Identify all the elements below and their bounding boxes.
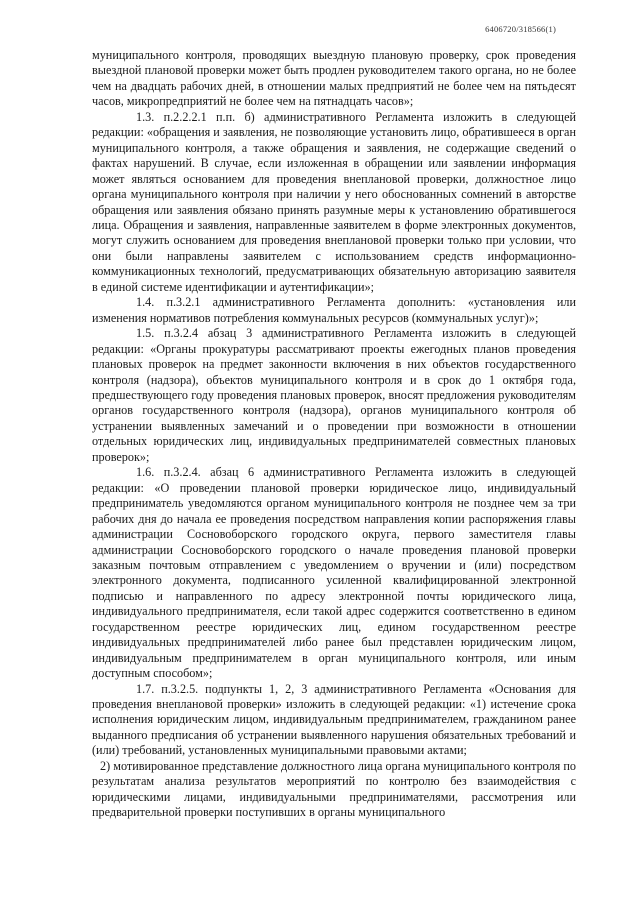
paragraph-1-4: 1.4. п.3.2.1 административного Регламента дополнить: «установления или изменения нормативов потребления коммунальных ресурсов (коммунальных услуг)»; — [92, 295, 576, 325]
paragraph-subitem-2: 2) мотивированное представление должностного лица органа муниципального контроля по результатам анализа результатов мероприятий по контролю без взаимодействия с юридическими лицами, индивидуальными предпринимателями, рассмотрения или предварительной проверки поступивших в органы муниципального — [92, 758, 576, 820]
paragraph-1-6: 1.6. п.3.2.4. абзац 6 административного Регламента изложить в следующей редакции: «О проведении плановой проверки юридическое лицо, индивидуальный предприниматель уведомляются органом муниципального контроля не позднее чем за три рабочих дня до начала ее проведения посредством направления копии распоряжения главы администрации Сосновоборского городского округа, первого заместителя главы администрации Сосновоборского городского о начале проведения плановой проверки заказным почтовым отправлением с уведомлением о вручении и (или) посредством электронного документа, подписанного усиленной квалифицированной электронной подписью и направленного по адресу электронной почты юридического лица, индивидуального предпринимателя, если такой адрес содержится соответственно в едином государственном реестре юридических лиц, едином государственном реестре индивидуальных предпринимателей либо ранее был представлен юридическим лицом, индивидуальным предпринимателем в орган муниципального контроля, или иным доступным способом»; — [92, 465, 576, 681]
paragraph-continuation: муниципального контроля, проводящих выездную плановую проверку, срок проведения выездной плановой проверки может быть продлен руководителем такого органа, но не более чем на двадцать рабочих дней, в отношении малых предприятий не более чем на пятьдесят часов, микропредприятий не более чем на пятнадцать часов»; — [92, 48, 576, 109]
paragraph-1-5: 1.5. п.3.2.4 абзац 3 административного Регламента изложить в следующей редакции: «Органы прокуратуры рассматривают проекты ежегодных планов проведения плановых проверок на предмет законности включения в них объектов государственного контроля (надзора), объектов муниципального контроля и в срок до 1 октября года, предшествующего году проведения плановых проверок, вносят предложения руководителям органов государственного контроля (надзора), органов муниципального контроля об устранении выявленных замечаний и о проведении при возможности в отношении отдельных юридических лиц, индивидуальных предпринимателей совместных плановых проверок»; — [92, 326, 576, 464]
paragraph-1-7: 1.7. п.3.2.5. подпункты 1, 2, 3 административного Регламента «Основания для проведения внеплановой проверки» изложить в следующей редакции: «1) истечение срока исполнения юридическим лицом, индивидуальным предпринимателем, гражданином ранее выданного предписания об устранении выявленного нарушения обязательных требований и (или) требований, установленных муниципальными правовыми актами; — [92, 681, 576, 758]
document-body — [92, 48, 576, 821]
document-number: 6406720/318566(1) — [485, 24, 556, 34]
paragraph-1-3: 1.3. п.2.2.2.1 п.п. б) административного Регламента изложить в следующей редакции: «обращения и заявления, не позволяющие установить лицо, обратившееся в орган муниципального контроля, а также обращения и заявления, не содержащие сведений о фактах нарушений. В случае, если изложенная в обращении или заявлении информация может являться основанием для проведения внеплановой проверки, должностное лицо органа муниципального контроля при наличии у него обоснованных сомнений в авторстве обращения или заявления обязано принять разумные меры к установлению обратившегося лица. Обращения и заявления, направленные заявителем в форме электронных документов, могут служить основанием для проведения внеплановой проверки только при условии, что они были направлены заявителем с использованием средств информационно-коммуникационных технологий, предусматривающих обязательную авторизацию заявителя в единой системе идентификации и аутентификации»; — [92, 109, 576, 294]
